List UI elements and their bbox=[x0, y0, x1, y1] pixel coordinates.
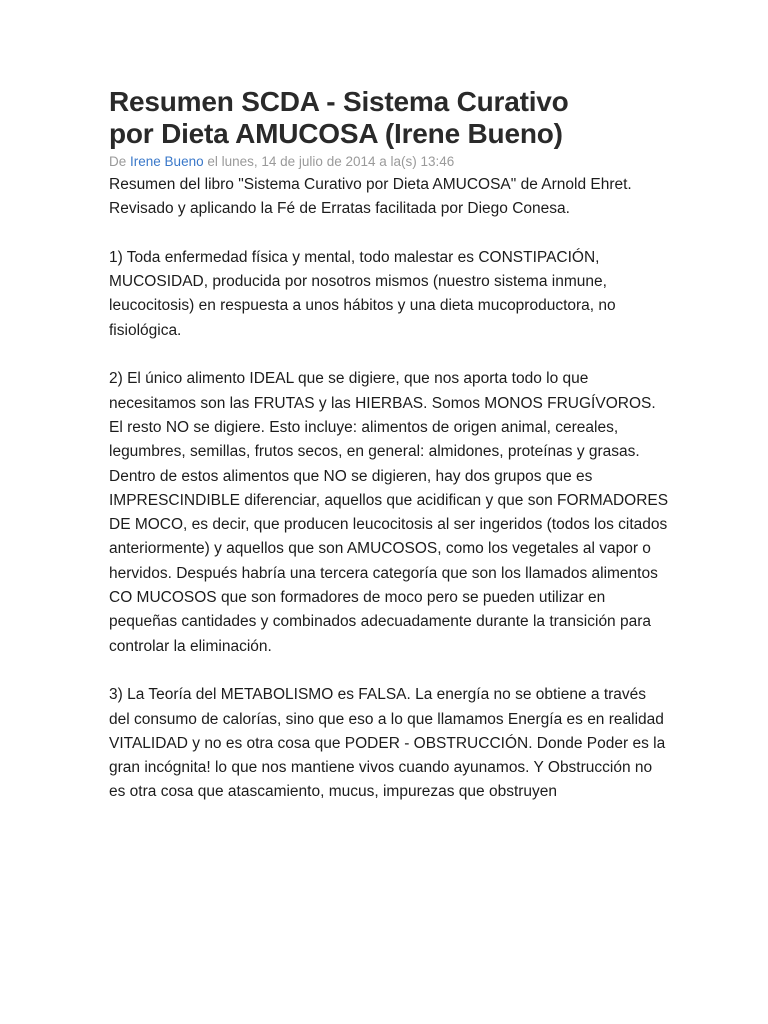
author-link[interactable]: Irene Bueno bbox=[130, 154, 204, 169]
page-title bbox=[109, 86, 669, 150]
document-page bbox=[109, 86, 669, 805]
paragraph-3: 3) La Teoría del METABOLISMO es FALSA. La energía no se obtiene a través del consumo de calorías, sino que eso a lo que llamamos Energía es en realidad VITALIDAD y no es otra cosa que PODER - OBSTRUCCIÓN. Donde Poder es la gran incógnita! lo que nos mantiene vivos cuando ayunamos. Y Obstrucción no es otra cosa que atascamiento, mucus, impurezas que obstruyen bbox=[109, 686, 666, 801]
post-meta bbox=[109, 153, 669, 171]
meta-prefix: De bbox=[109, 154, 127, 169]
title-line-2: por Dieta AMUCOSA (Irene Bueno) bbox=[109, 118, 563, 149]
article-body bbox=[109, 173, 669, 805]
paragraph-intro: Resumen del libro "Sistema Curativo por Dieta AMUCOSA" de Arnold Ehret. Revisado y aplicando la Fé de Erratas facilitada por Diego Conesa. bbox=[109, 176, 632, 218]
paragraph-1: 1) Toda enfermedad física y mental, todo malestar es CONSTIPACIÓN, MUCOSIDAD, producida por nosotros mismos (nuestro sistema inmune, leucocitosis) en respuesta a unos hábitos y una dieta mucoproductora, no fisiológica. bbox=[109, 248, 616, 339]
title-line-1: Resumen SCDA - Sistema Curativo bbox=[109, 86, 569, 117]
paragraph-2: 2) El único alimento IDEAL que se digiere, que nos aporta todo lo que necesitamos son las FRUTAS y las HIERBAS. Somos MONOS FRUGÍVOROS. El resto NO se digiere. Esto incluye: alimentos de origen animal, cereales, legumbres, semillas, frutos secos, en general: almidones, proteínas y grasas. Dentro de estos alimentos que NO se digieren, hay dos grupos que es IMPRESCINDIBLE diferenciar, aquellos que acidifican y que son FORMADORES DE MOCO, es decir, que producen leucocitosis al ser ingeridos (todos los citados anteriormente) y aquellos que son AMUCOSOS, como los vegetales al vapor o hervidos. Después habría una tercera categoría que son los llamados alimentos CO MUCOSOS que son formadores de moco pero se pueden utilizar en pequeñas cantidades y combinados adecuadamente durante la transición para controlar la eliminación. bbox=[109, 370, 669, 655]
post-date: el lunes, 14 de julio de 2014 a la(s) 13:46 bbox=[207, 154, 455, 169]
